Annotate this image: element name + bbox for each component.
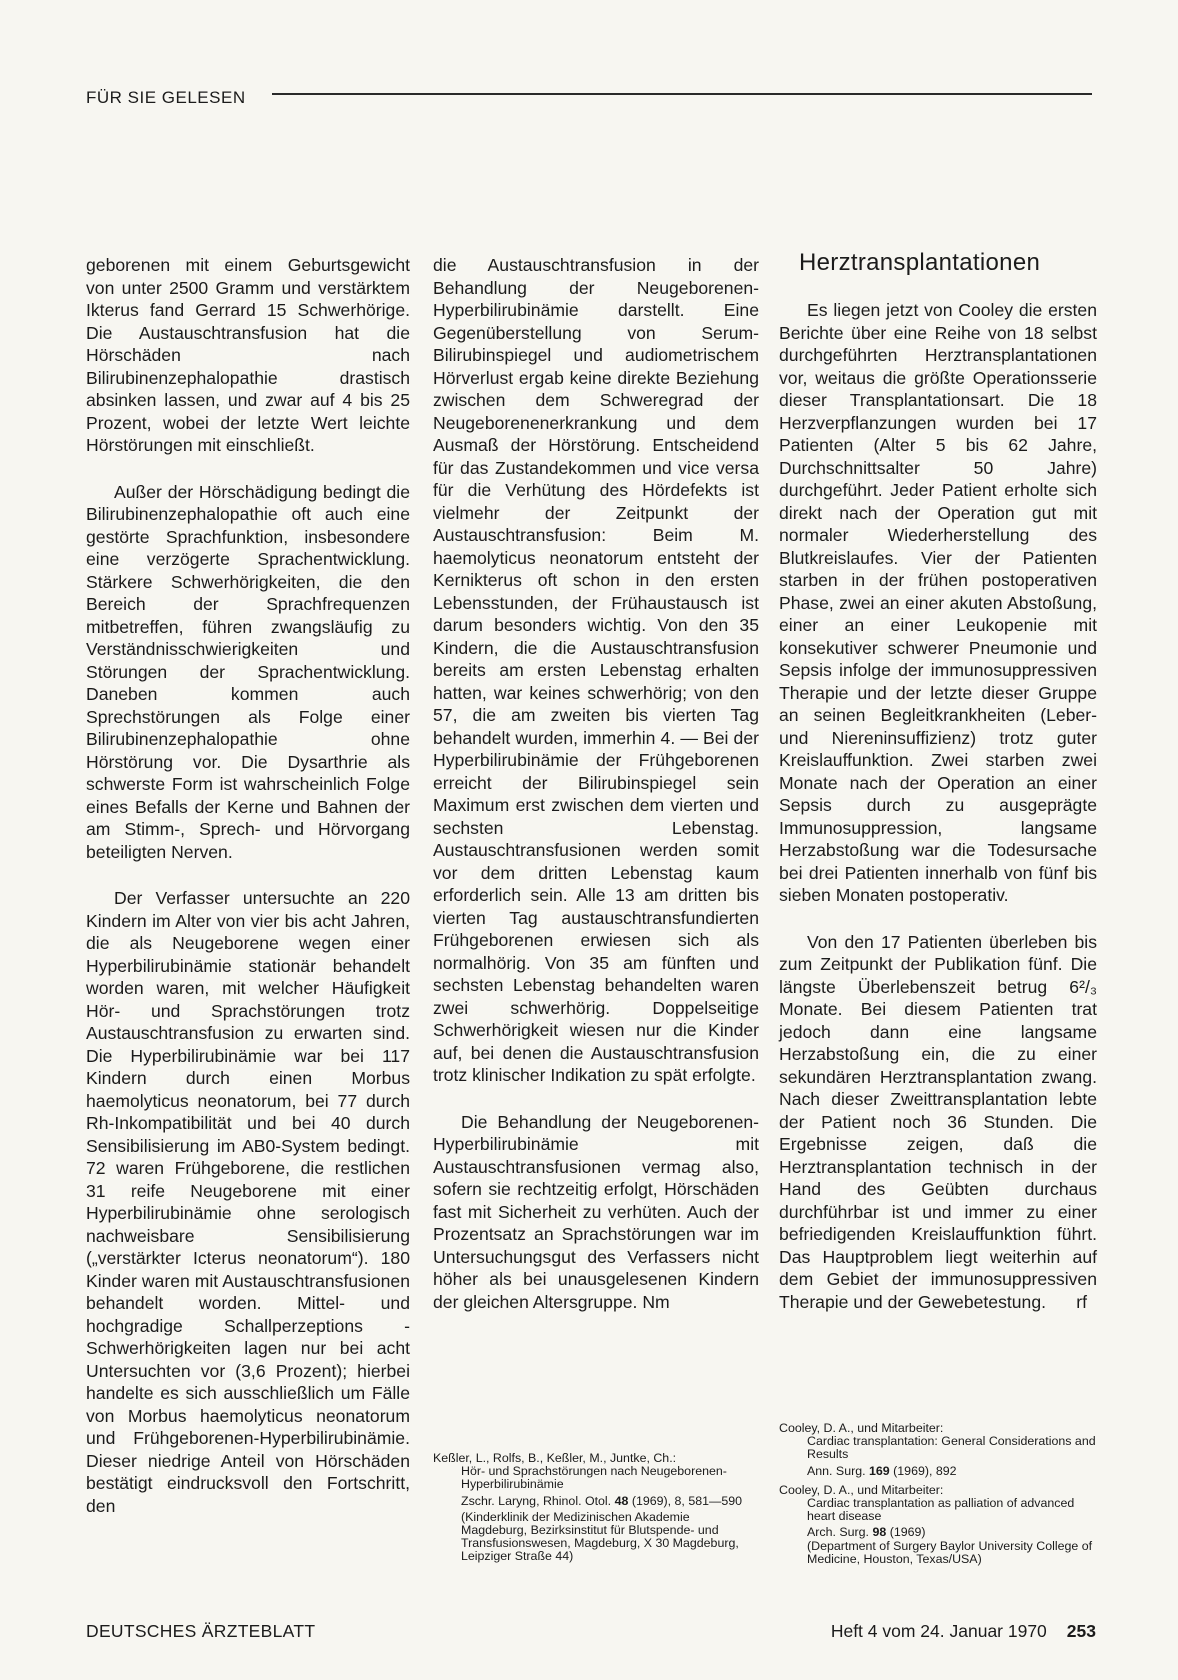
ref-journal-name: Zschr. Laryng, Rhinol. Otol.	[461, 1493, 612, 1508]
ref1-journal-name: Ann. Surg.	[807, 1463, 866, 1478]
page-number: 253	[1066, 1621, 1096, 1641]
col1-paragraph-1: geborenen mit einem Geburtsgewicht von unter 2500 Gramm und verstärktem Ikterus fand Gerrard 15 Schwerhörige. Die Austauschtransfusion hat die Hörschäden nach Bilirubinenzephalopathie drastisch absinken lassen, und zwar auf 4 bis 25 Prozent, wobei der letzte Wert leichte Hörstörungen mit einschließt.	[86, 255, 410, 455]
column-3	[779, 249, 1097, 1313]
references-col3	[779, 1422, 1097, 1566]
footer-journal: DEUTSCHES ÄRZTEBLATT	[86, 1621, 316, 1641]
col2-paragraph-2	[433, 1111, 759, 1314]
ref1-title: Cardiac transplantation: General Considerations and Results	[807, 1434, 1096, 1462]
ref-title: Hör- und Sprachstörungen nach Neugeborenen-Hyperbilirubinämie	[461, 1464, 727, 1492]
footer-issue-info	[831, 1620, 1096, 1642]
col2-paragraph-1: die Austauschtransfusion in der Behandlung der Neugeborenen-Hyperbilirubinämie darstellt. Eine Gegenüberstellung von Serum-Bilirubinspiegel und audiometrischem Hörverlust ergab keine direkte Beziehung zwischen dem Schweregrad der Neugeborenenerkrankung und dem Ausmaß der Hörstörung. Entscheidend für das Zustandekommen und vice versa für die Verhütung des Hördefekts ist vielmehr der Zeitpunkt der Austauschtransfusion: Beim M. haemolyticus neonatorum entsteht der Kernikterus oft schon in den ersten Lebensstunden, der Frühaustausch ist darum besonders wichtig. Von den 35 Kindern, die die Austauschtransfusion bereits am ersten Lebenstag erhalten hatten, war keines schwerhörig; von den 57, die am zweiten bis vierten Tag behandelt wurden, immerhin 4. — Bei der Hyperbilirubinämie der Frühgeborenen erreicht der Bilirubinspiegel sein Maximum erst zwischen dem vierten und sechsten Lebenstag. Austauschtransfusionen werden somit vor dem dritten Lebenstag kaum erforderlich sein. Alle 13 am dritten bis vierten Tag austauschtransfundierten Frühgeborenen erwiesen sich als normalhörig. Von 35 am fünften und sechsten Lebenstag behandelten waren zwei schwerhörig. Doppelseitige Schwerhörigkeit wiesen nur die Kinder auf, bei denen die Austauschtransfusion trotz klinischer Indikation zu spät erfolgte.	[433, 255, 759, 1085]
column-2	[433, 254, 759, 1313]
ref2-title: Cardiac transplantation as palliation of advanced heart disease	[807, 1496, 1075, 1524]
ref1-journal-year: (1969), 892	[893, 1463, 957, 1478]
ref2-volume: 98	[872, 1525, 887, 1540]
ref-volume: 48	[614, 1493, 629, 1508]
column-1	[86, 254, 410, 1517]
ref2-journal-name: Arch. Surg.	[807, 1525, 869, 1540]
ref2-journal	[779, 1526, 1097, 1539]
col3-paragraph-1: Es liegen jetzt von Cooley die ersten Berichte über eine Reihe von 18 selbst durchgeführten Herztransplantationen vor, weitaus die größte Operationsserie dieser Transplantationsart. Die 18 Herzverpflanzungen wurden bei 17 Patienten (Alter 5 bis 62 Jahre, Durchschnittsalter 50 Jahre) durchgeführt. Jeder Patient erholte sich direkt nach der Operation gut mit normaler Wiederherstellung des Blutkreislaufes. Vier der Patienten starben in der frühen postoperativen Phase, zwei an einer akuten Abstoßung, einer an einer Leukopenie mit konsekutiver schwerer Pneumonie und Sepsis infolge der immunosuppressiven Therapie und der letzte dieser Gruppe an seinen Begleitkrankheiten (Leber- und Niereninsuffizienz) trotz guter Kreislauffunktion. Zwei starben zwei Monate nach der Operation an einer Sepsis durch zu ausgeprägte Immunosuppression, langsame Herzabstoßung war die Todesursache bei drei Patienten innerhalb von fünf bis sieben Monaten postoperativ.	[779, 300, 1097, 905]
col3-paragraph-2	[779, 931, 1097, 1314]
ref2-journal-year: (1969)	[889, 1525, 926, 1540]
ref-journal	[433, 1495, 757, 1508]
ref-authors: Keßler, L., Rolfs, B., Keßler, M., Juntke, Ch.:	[433, 1451, 677, 1465]
section-header	[86, 88, 1092, 108]
ref-affiliation: (Kinderklinik der Medizinischen Akademie Magdeburg, Bezirksinstitut für Blutspende- und Transfusionswesen, Magdeburg, X 30 Magdeburg, Leipziger Straße 44)	[461, 1509, 739, 1564]
ref1-authors: Cooley, D. A., und Mitarbeiter:	[779, 1421, 944, 1435]
col2-paragraph-2-text: Die Behandlung der Neugeborenen-Hyperbilirubinämie mit Austauschtransfusionen vermag also, sofern sie rechtzeitig erfolgt, Hörschäden fast mit Sicherheit zu verhüten. Auch der Prozentsatz an Sprachstörungen war im Untersuchungsgut des Verfassers nicht höher als bei unausgelesenen Kindern der gleichen Altersgruppe.	[433, 1111, 759, 1312]
col1-paragraph-3: Der Verfasser untersuchte an 220 Kindern im Alter von vier bis acht Jahren, die als Neugeborene wegen einer Hyperbilirubinämie stationär behandelt worden waren, mit welcher Häufigkeit Hör- und Sprachstörungen trotz Austauschtransfusion zu erwarten sind. Die Hyperbilirubinämie war bei 117 Kindern durch einen Morbus haemolyticus neonatorum, bei 77 durch Rh-Inkompatibilität und bei 40 durch Sensibilisierung im AB0-System bedingt. 72 waren Frühgeborene, die restlichen 31 reife Neugeborene mit einer Hyperbilirubinämie ohne serologisch nachweisbare Sensibilisierung („verstärkter Icterus neonatorum“). 180 Kinder waren mit Austauschtransfusionen behandelt worden. Mittel- und hochgradige Schallperzeptions - Schwerhörigkeiten lagen nur bei acht Untersuchten vor (3,6 Prozent); hierbei handelte es sich ausschließlich um Fälle von Morbus haemolyticus neonatorum und Frühgeborenen-Hyperbilirubinämie. Dieser niedrige Anteil von Hörschäden bestätigt eindrucksvoll den Fortschritt, den	[86, 888, 410, 1516]
article-title: Herztransplantationen	[799, 249, 1041, 276]
ref1-journal	[779, 1465, 1097, 1478]
ref2-affiliation: (Department of Surgery Baylor University College of Medicine, Houston, Texas/USA)	[807, 1538, 1093, 1566]
col1-paragraph-2: Außer der Hörschädigung bedingt die Bilirubinenzephalopathie oft auch eine gestörte Sprachfunktion, insbesondere eine verzögerte Sprachentwicklung. Stärkere Schwerhörigkeiten, die den Bereich der Sprachfrequenzen mitbetreffen, führen zwangsläufig zu Verständnisschwierigkeiten und Störungen der Sprachentwicklung. Daneben kommen auch Sprechstörungen als Folge einer Bilirubinenzephalopathie ohne Hörstörung vor. Die Dysarthrie als schwerste Form ist wahrscheinlich Folge eines Befalls der Kerne und Bahnen der am Stimm-, Sprech- und Hörvorgang beteiligten Nerven.	[86, 481, 410, 862]
col3-paragraph-2-text: Von den 17 Patienten überleben bis zum Zeitpunkt der Publikation fünf. Die längste Überlebenszeit betrug 6²/₃ Monate. Bei diesem Patienten trat jedoch dann eine langsame Herzabstoßung ein, die zu einer sekundären Herztransplantation zwang. Nach dieser Zweittransplantation lebte der Patient noch 36 Stunden. Die Ergebnisse zeigen, daß die Herztransplantation technisch in der Hand des Geübten durchaus durchführbar ist und immer zu einer befriedigenden Kreislauffunktion führt. Das Hauptproblem liegt weiterhin auf dem Gebiet der immunosuppressiven Therapie und der Gewebetestung.	[779, 931, 1097, 1312]
header-rule	[272, 93, 1092, 95]
footer-issue: Heft 4 vom 24. Januar 1970	[830, 1621, 1047, 1641]
section-title: FÜR SIE GELESEN	[86, 88, 246, 107]
references-col2	[433, 1452, 757, 1564]
col2-signoff: Nm	[642, 1291, 670, 1312]
ref1-volume: 169	[869, 1463, 890, 1478]
col3-signoff: rf	[1076, 1291, 1087, 1312]
ref2-authors: Cooley, D. A., und Mitarbeiter:	[779, 1482, 944, 1497]
ref-journal-year: (1969), 8, 581—590	[631, 1493, 743, 1508]
